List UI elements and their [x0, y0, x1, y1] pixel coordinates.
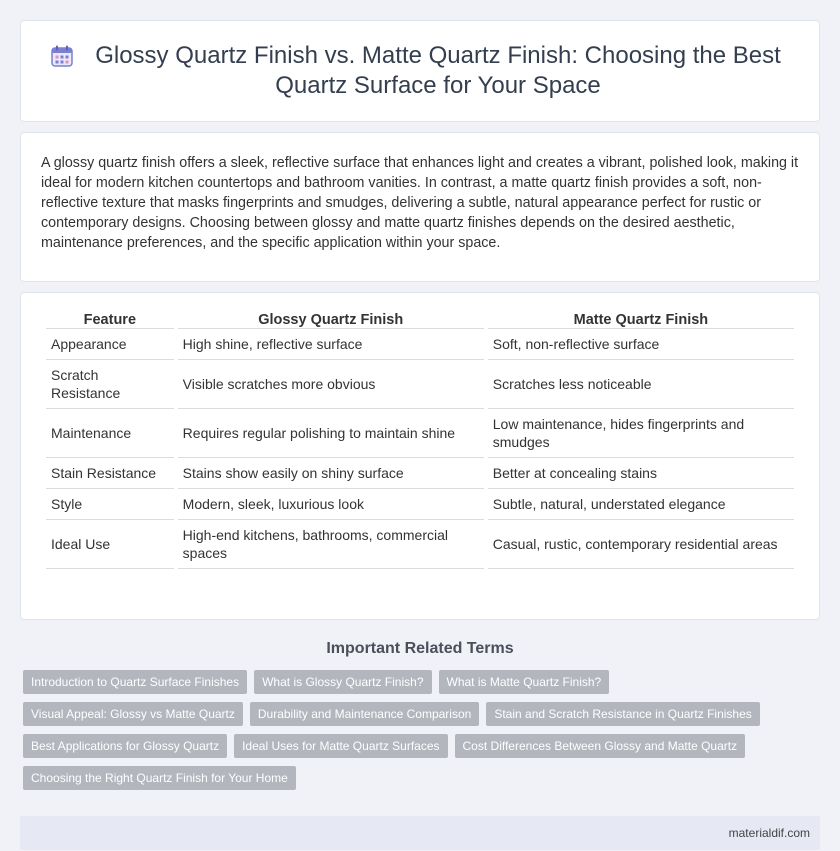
table-cell-matte: Better at concealing stains	[488, 458, 794, 489]
table-cell-feature: Stain Resistance	[46, 458, 174, 489]
comparison-table-card	[20, 292, 820, 620]
related-term-tag[interactable]: Ideal Uses for Matte Quartz Surfaces	[234, 734, 447, 758]
related-term-tag[interactable]: Cost Differences Between Glossy and Matte Quartz	[455, 734, 746, 758]
table-cell-matte: Soft, non-reflective surface	[488, 329, 794, 360]
table-cell-glossy: High-end kitchens, bathrooms, commercial spaces	[178, 520, 484, 569]
related-term-tag[interactable]: Best Applications for Glossy Quartz	[23, 734, 227, 758]
table-cell-feature: Style	[46, 489, 174, 520]
intro-card	[20, 132, 820, 282]
calendar-grid-icon	[51, 45, 73, 67]
table-header-row	[46, 311, 794, 329]
table-cell-glossy: High shine, reflective surface	[178, 329, 484, 360]
footer-site-link[interactable]: materialdif.com	[728, 826, 810, 840]
table-cell-feature: Ideal Use	[46, 520, 174, 569]
related-term-tag[interactable]: Stain and Scratch Resistance in Quartz Finishes	[486, 702, 759, 726]
related-term-tag[interactable]: Durability and Maintenance Comparison	[250, 702, 479, 726]
table-header-matte: Matte Quartz Finish	[488, 311, 794, 329]
table-header-feature: Feature	[46, 311, 174, 329]
comparison-table	[42, 311, 798, 569]
table-row	[46, 458, 794, 489]
related-term-tag[interactable]: What is Matte Quartz Finish?	[439, 670, 610, 694]
table-row	[46, 409, 794, 458]
related-term-tag[interactable]: Choosing the Right Quartz Finish for Your Home	[23, 766, 296, 790]
table-cell-glossy: Requires regular polishing to maintain shine	[178, 409, 484, 458]
table-header-glossy: Glossy Quartz Finish	[178, 311, 484, 329]
related-terms-section	[20, 638, 820, 798]
table-cell-feature: Maintenance	[46, 409, 174, 458]
table-row	[46, 520, 794, 569]
table-cell-matte: Scratches less noticeable	[488, 360, 794, 409]
related-terms-tags	[20, 670, 820, 798]
table-cell-glossy: Visible scratches more obvious	[178, 360, 484, 409]
page-title: Glossy Quartz Finish vs. Matte Quartz Finish: Choosing the Best Quartz Surface for Your Space	[95, 42, 781, 99]
title-row	[51, 41, 789, 101]
table-cell-matte: Casual, rustic, contemporary residential areas	[488, 520, 794, 569]
table-cell-feature: Appearance	[46, 329, 174, 360]
table-row	[46, 329, 794, 360]
related-term-tag[interactable]: Visual Appeal: Glossy vs Matte Quartz	[23, 702, 243, 726]
footer	[20, 816, 820, 850]
table-row	[46, 360, 794, 409]
table-cell-matte: Low maintenance, hides fingerprints and smudges	[488, 409, 794, 458]
related-terms-title: Important Related Terms	[326, 640, 514, 657]
table-cell-glossy: Stains show easily on shiny surface	[178, 458, 484, 489]
table-row	[46, 489, 794, 520]
related-term-tag[interactable]: What is Glossy Quartz Finish?	[254, 670, 431, 694]
table-cell-feature: Scratch Resistance	[46, 360, 174, 409]
intro-paragraph: A glossy quartz finish offers a sleek, reflective surface that enhances light and creates a vibrant, polished look, making it ideal for modern kitchen countertops and bathroom vanities. In contrast, a matte quartz finish provides a soft, non-reflective texture that masks fingerprints and smudges, delivering a subtle, natural appearance perfect for rustic or contemporary designs. Choosing between glossy and matte quartz finishes depends on the desired aesthetic, maintenance preferences, and the specific application within your space.	[41, 155, 799, 251]
table-cell-glossy: Modern, sleek, luxurious look	[178, 489, 484, 520]
table-cell-matte: Subtle, natural, understated elegance	[488, 489, 794, 520]
related-term-tag[interactable]: Introduction to Quartz Surface Finishes	[23, 670, 247, 694]
header-card	[20, 20, 820, 122]
